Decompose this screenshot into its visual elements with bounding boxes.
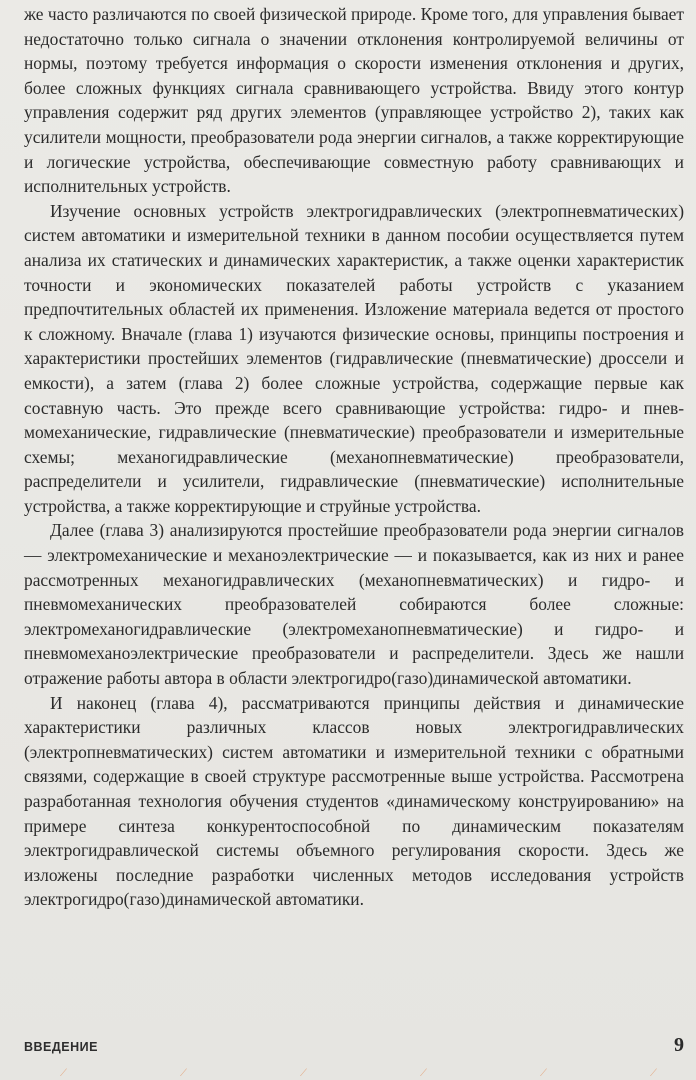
edge-mark-glyph: ⟋ [650, 1068, 657, 1079]
edge-mark-glyph: ⟋ [60, 1068, 67, 1079]
edge-mark-glyph: ⟋ [180, 1068, 187, 1079]
page-number: 9 [674, 1034, 684, 1056]
paragraph-chapter-4: И наконец (глава 4), рассматриваются принципы действия и динамические характеристики различных классов новых электрогидравлических (электропневматических) систем автоматики и измерительной техники с обратными связями, содержащие в своей структуре рассмотренные выше устройства. Рассмотрена разработанная технология обучения студентов «динамическому конструированию» на примере синтеза конкурентоспособной по динамическим показателям электрогидравлической системы объемного регулирования скорости. Здесь же изложены последние разработки численных методов исследования устройств электрогидро(газо)динамической автоматики. [24, 692, 684, 910]
paragraph-continuation: же часто различаются по своей физической природе. Кроме того, для управления бывает недостаточно только сигнала о значении отклонения контролируемой величины от нормы, поэтому требуется информация о скорости изменения отклонения и других, более сложных функциях сигнала сравнивающего устройства. Ввиду этого контур управления содержит ряд других элементов (управляющее устройство 2), таких как усилители мощности, преобразователи рода энергии сигналов, а также корректирующие и логические устройства, обеспечивающие совместную работу сравнивающих и исполнительных устройств. [24, 4, 684, 197]
edge-mark-glyph: ⟋ [420, 1068, 427, 1079]
paragraph-study-overview: Изучение основных устройств электрогидравлических (электропневматических) систем автоматики и измерительной техники в данном пособии осуществляется путем анализа их статических и динамических характеристик, а также оценки характеристик точности и экономических показателей работы устройств с указанием предпочтительных областей их применения. Изложение материала ведется от простого к сложному. Вначале (глава 1) изучаются физические основы, принципы построения и характеристики простейших элементов (гидравлические (пневматические) дроссели и емкости), а затем (глава 2) более сложные устройства, содержащие первые как составную часть. Это прежде всего сравнивающие устройства: гидро- и пневмомеханические, гидравлические (пневматические) преобразователи и измерительные схемы; механогидравлические (механопневматические) преобразователи, распределители и усилители, гидравлические (пневматические) исполнительные устройства, а также корректирующие и струйные устройства. [24, 200, 684, 516]
edge-mark-glyph: ⟋ [540, 1068, 547, 1079]
page-edge-decoration [0, 1064, 696, 1080]
paragraph-chapter-3: Далее (глава 3) анализируются простейшие преобразователи рода энергии сигналов — электромеханические и механоэлектрические — и показывается, как из них и ранее рассмотренных механогидравлических (механопневматических) и гидро- и пневмомеханических преобразователей собираются более сложные: электромеханогидравлические (электромеханопневматические) и гидро- и пневмомеханоэлектрические преобразователи и распределители. Здесь же нашли отражение работы автора в области электрогидро(газо)динамической автоматики. [24, 520, 684, 689]
body-text [24, 2, 684, 912]
edge-mark-glyph: ⟋ [300, 1068, 307, 1079]
running-footer-title: ВВЕДЕНИЕ [24, 1040, 98, 1054]
